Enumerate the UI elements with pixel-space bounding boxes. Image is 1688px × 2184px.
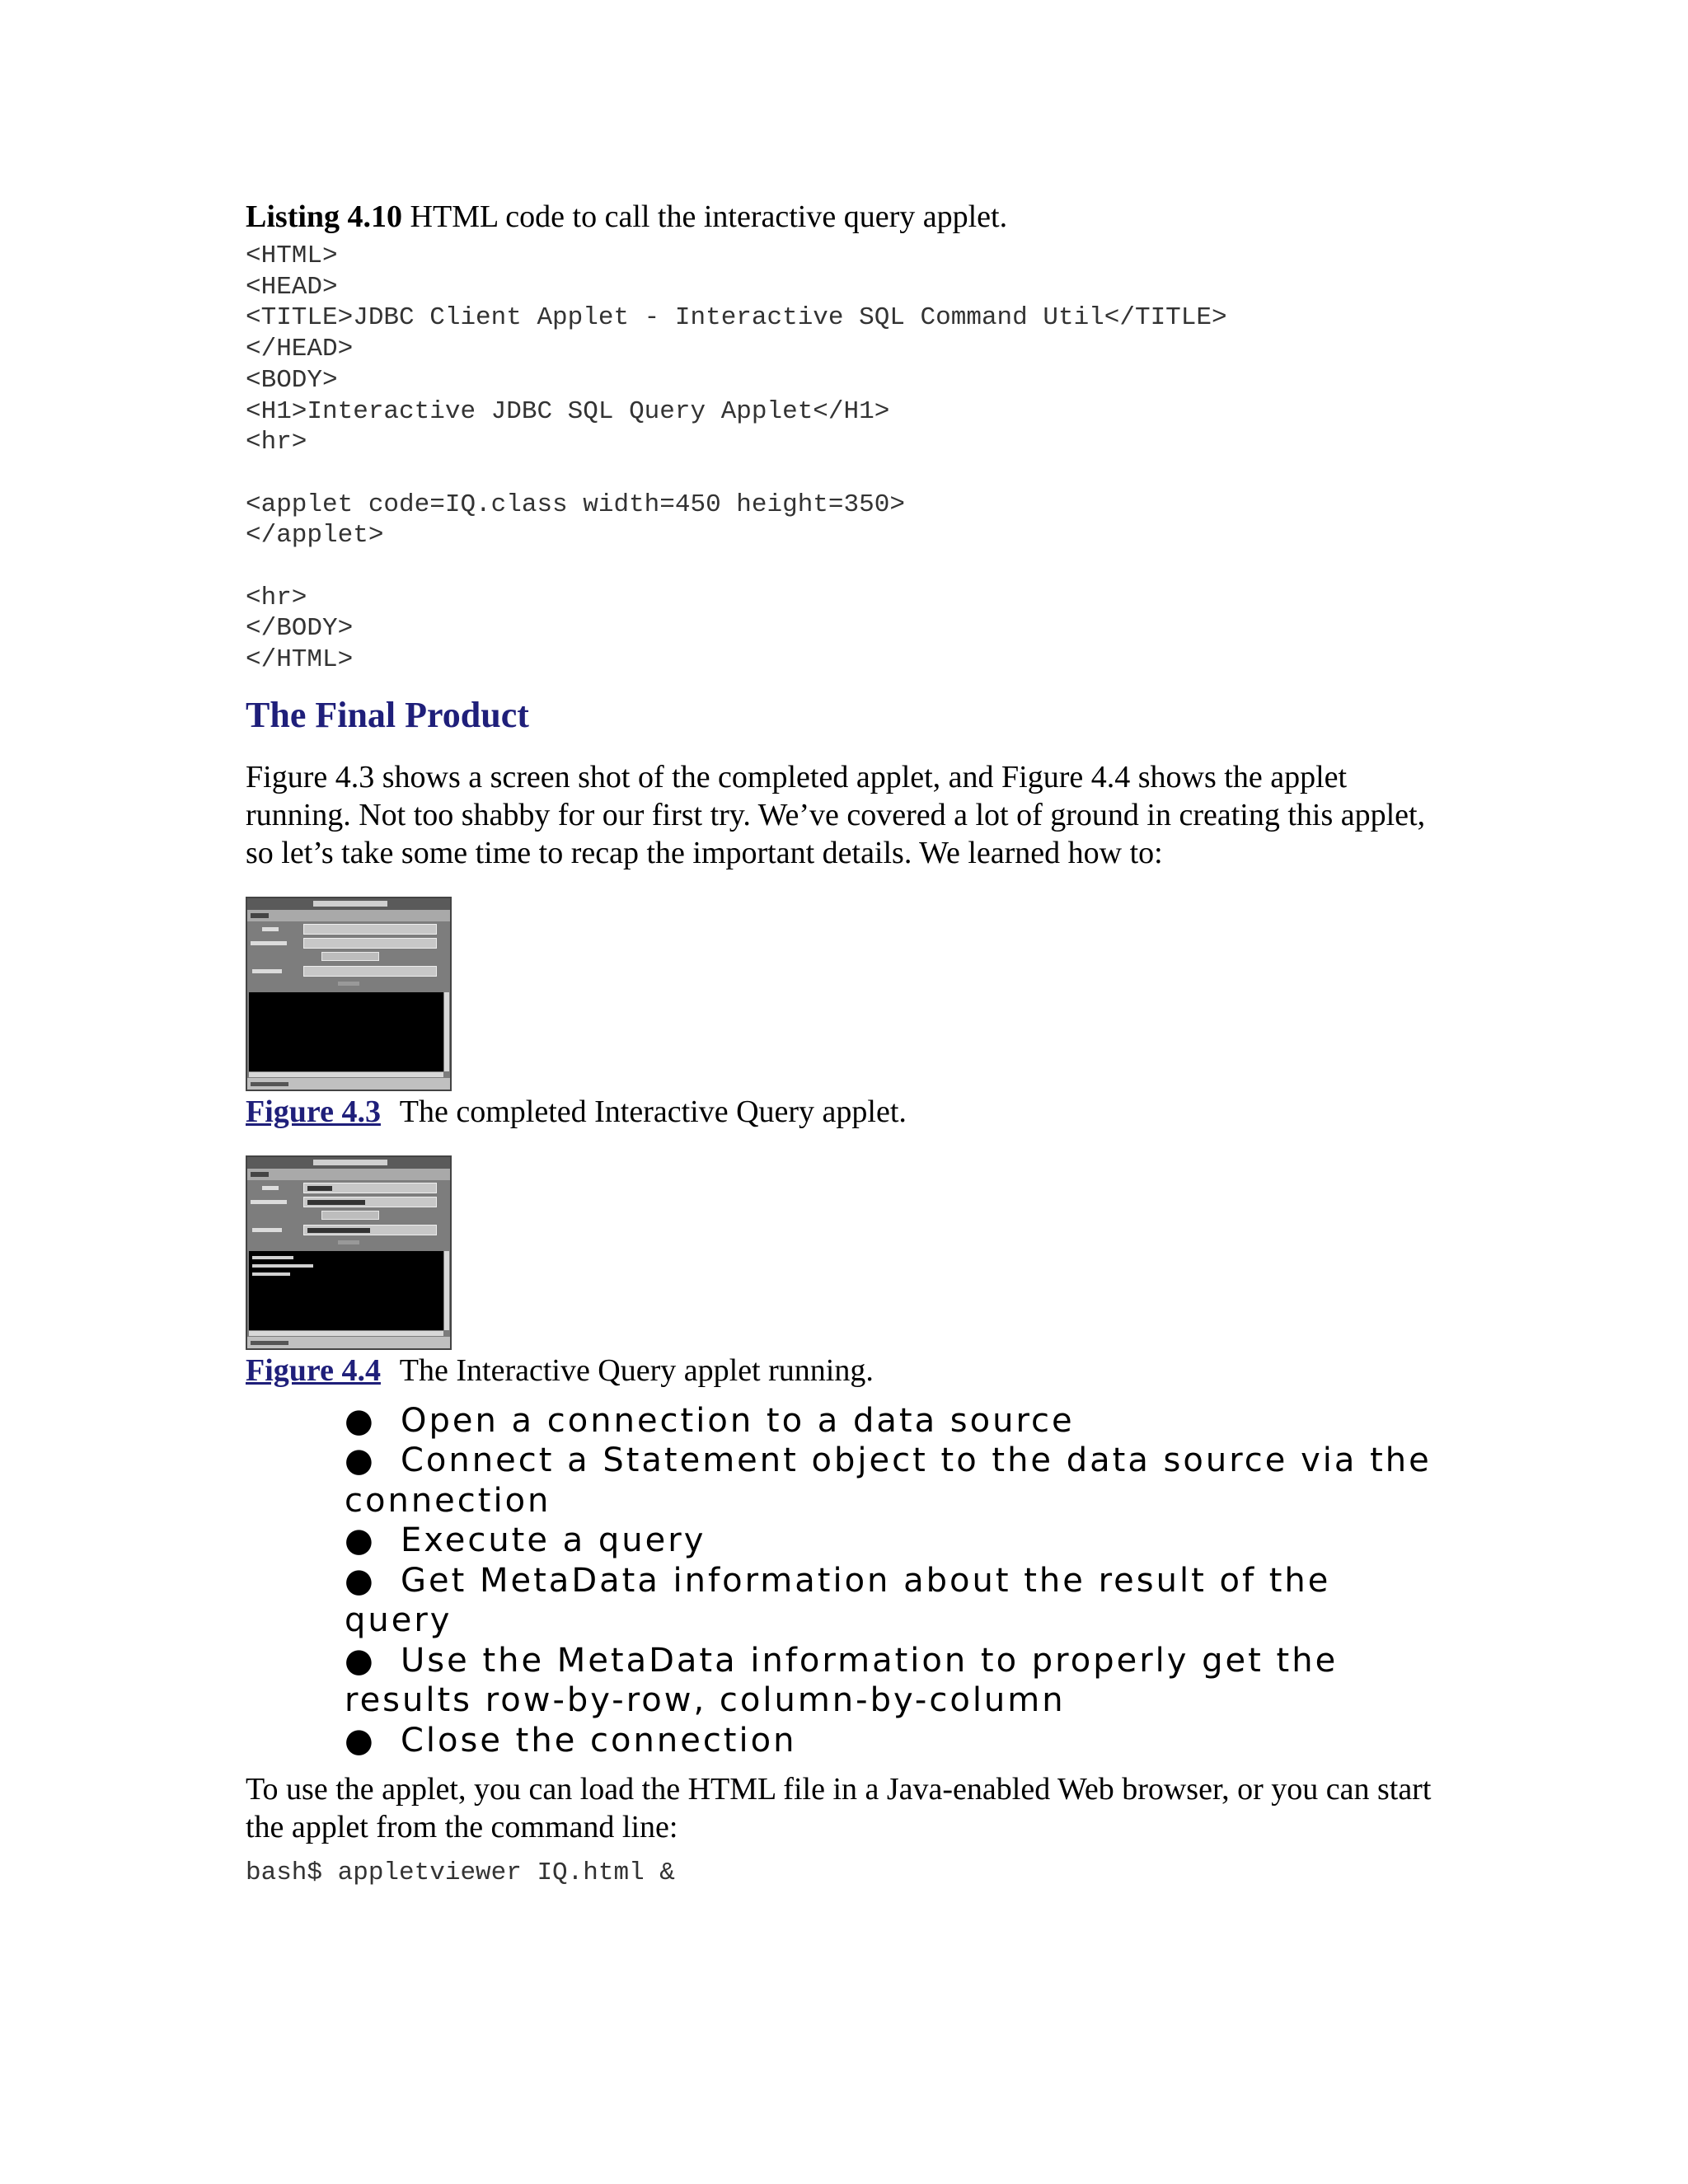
list-item: ● Use the MetaData information to properly get the results row-by-row, column-by-column xyxy=(345,1641,1339,1720)
list-item: ● Close the connection xyxy=(345,1721,797,1760)
command-line: bash$ appletviewer IQ.html & xyxy=(246,1858,675,1888)
figure-4-3-caption xyxy=(246,1093,1449,1131)
list-item: ● Get MetaData information about the result of the query xyxy=(345,1561,1331,1640)
figure-4-3-caption-text: The completed Interactive Query applet. xyxy=(399,1094,907,1129)
bullet-icon: ● xyxy=(345,1641,376,1680)
bullet-icon: ● xyxy=(345,1441,376,1480)
figure-4-3 xyxy=(246,897,1449,1131)
list-item: ● Connect a Statement object to the data source via the connection xyxy=(345,1441,1432,1520)
bullet-icon: ● xyxy=(345,1401,376,1440)
document-page xyxy=(246,198,1449,1889)
list-item: ● Open a connection to a data source xyxy=(345,1401,1075,1440)
recap-list xyxy=(345,1401,1432,1761)
listing-code: <HTML> <HEAD> <TITLE>JDBC Client Applet - Interactive SQL Command Util</TITLE> </HEAD> <BODY> <H1>Interactive JDBC SQL Query Applet</H1> <hr> <applet code=IQ.class width=450 height=350> </applet> <hr> </BODY> </HTML> xyxy=(246,241,1227,675)
section-paragraph: Figure 4.3 shows a screen shot of the completed applet, and Figure 4.4 shows the applet running. Not too shabby for our first try. We’ve covered a lot of ground in creating this applet, so let’s take some time to recap the important details. We learned how to: xyxy=(246,759,1426,870)
figure-4-4-caption-text: The Interactive Query applet running. xyxy=(399,1352,874,1388)
bullet-icon: ● xyxy=(345,1521,376,1560)
applet-screenshot-empty xyxy=(246,897,452,1091)
figure-4-3-link[interactable]: Figure 4.3 xyxy=(246,1094,381,1129)
listing-caption xyxy=(246,198,1449,236)
figure-4-4-caption xyxy=(246,1352,1449,1390)
list-item: ● Execute a query xyxy=(345,1521,706,1560)
closing-paragraph: To use the applet, you can load the HTML file in a Java-enabled Web browser, or you can start the applet from the command line: xyxy=(246,1772,1432,1845)
applet-screenshot-running xyxy=(246,1155,452,1350)
figure-4-4-link[interactable]: Figure 4.4 xyxy=(246,1352,381,1388)
listing-label: Listing 4.10 xyxy=(246,199,403,234)
section-heading: The Final Product xyxy=(246,694,529,735)
figure-4-4 xyxy=(246,1155,1449,1390)
bullet-icon: ● xyxy=(345,1561,376,1600)
listing-caption-text: HTML code to call the interactive query applet. xyxy=(410,199,1008,234)
bullet-icon: ● xyxy=(345,1721,376,1760)
